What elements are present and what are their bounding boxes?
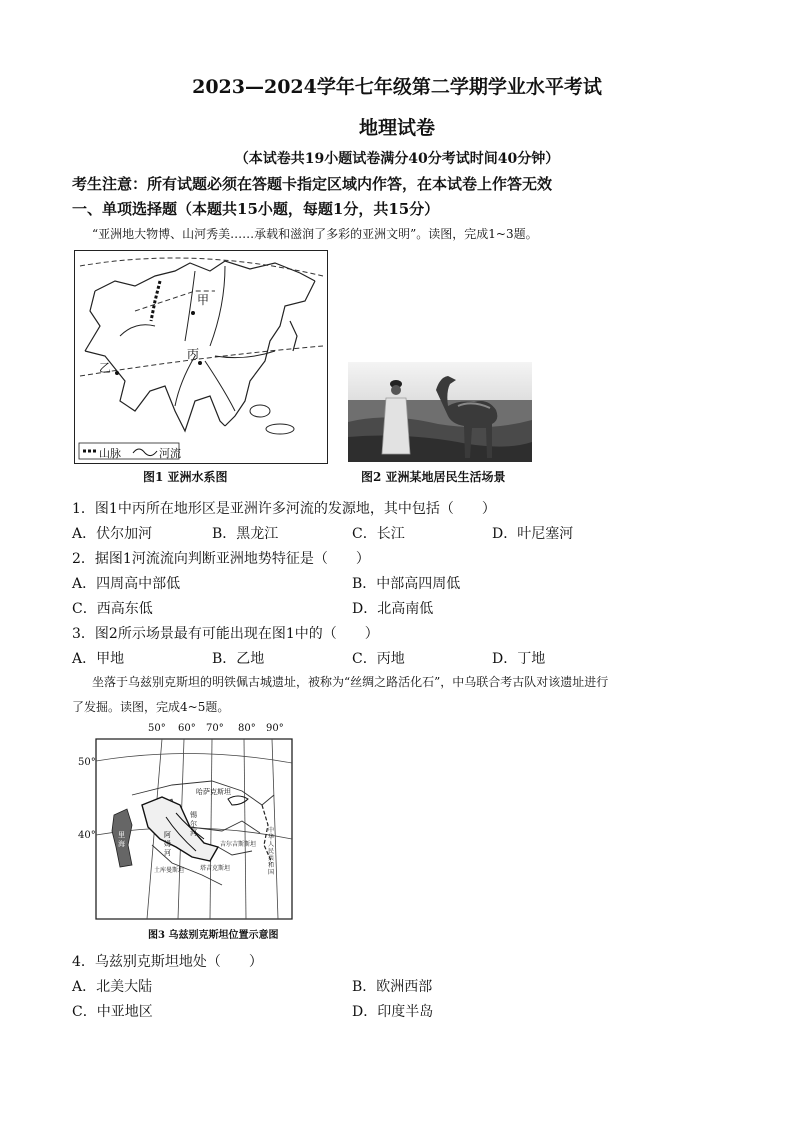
question-1-option-d: D．叶尼塞河 [492,526,574,542]
question-4-option-b: B．欧洲西部 [352,979,433,995]
question-2-option-a: A．四周高中部低 [72,576,181,592]
lat-label-50: 50° [78,757,96,768]
section-heading: 一、单项选择题（本题共15小题，每题1分，共15分） [72,200,440,218]
legend-mountain: 山脉 [99,447,121,460]
question-2-option-d: D．北高南低 [352,601,434,617]
exam-notice: 考生注意：所有试题必须在答题卡指定区域内作答，在本试卷上作答无效 [72,175,553,193]
question-3-stem: 3．图2所示场景最有可能出现在图1中的（ ） [72,626,379,642]
label-amu-river: 阿姆河 [164,831,171,857]
exam-subtitle: 地理试卷 [358,117,435,139]
question-1-stem: 1．图1中丙所在地形区是亚洲许多河流的发源地，其中包括（ ） [72,501,496,517]
lon-label-70: 70° [206,723,224,734]
question-4-option-d: D．印度半岛 [352,1004,434,1020]
label-yi: 乙 [99,361,112,375]
label-bing: 丙 [187,347,200,361]
question-2-option-c: C．西高东低 [72,601,153,617]
label-caspian: 里海 [118,831,125,848]
section-intro-1: “亚洲地大物博、山河秀美……承载和滋润了多彩的亚洲文明”。读图，完成1~3题。 [92,227,538,241]
question-1-option-c: C．长江 [352,526,405,542]
figure-3-uzbekistan-map [78,723,296,941]
legend-river: 河流 [159,447,181,460]
question-2-option-b: B．中部高四周低 [352,576,461,592]
question-3-option-b: B．乙地 [212,651,265,667]
figure-3-caption: 图3 乌兹别克斯坦位置示意图 [148,930,279,941]
question-4-stem: 4．乌兹别克斯坦地处（ ） [72,954,263,970]
label-china: 中华人民共和国 [268,827,275,876]
question-4-option-a: A．北美大陆 [72,979,153,995]
question-4-option-c: C．中亚地区 [72,1004,153,1020]
figure-1-asia-map [74,250,328,464]
label-tajikistan: 塔吉克斯坦 [200,865,231,872]
label-jia: 甲 [197,293,210,307]
label-kazakhstan: 哈萨克斯坦 [196,788,231,796]
section-intro-2-line-2: 了发掘。读图，完成4~5题。 [72,700,230,714]
lon-label-90: 90° [266,723,284,734]
lat-label-40: 40° [78,830,96,841]
question-1-option-a: A．伏尔加河 [72,526,153,542]
question-3-option-a: A．甲地 [72,651,125,667]
label-turkmenistan: 土库曼斯坦 [154,867,185,874]
figure-1-caption: 图1 亚洲水系图 [143,470,228,484]
question-3-option-d: D．丁地 [492,651,546,667]
label-syr-river: 锡尔河 [190,811,197,837]
lon-label-60: 60° [178,723,196,734]
lon-label-80: 80° [238,723,256,734]
question-3-option-c: C．丙地 [352,651,405,667]
figure-2-caption: 图2 亚洲某地居民生活场景 [361,470,506,484]
question-2-stem: 2．据图1河流流向判断亚洲地势特征是（ ） [72,551,370,567]
exam-title: 2023—2024学年七年级第二学期学业水平考试 [192,76,602,98]
exam-info: （本试卷共19小题试卷满分40分考试时间40分钟） [234,151,560,167]
label-kyrgyzstan: 吉尔吉斯斯坦 [220,841,257,848]
lon-label-50: 50° [148,723,166,734]
question-1-option-b: B．黑龙江 [212,526,279,542]
figure-2-photo [348,362,532,462]
section-intro-2-line-1: 坐落于乌兹别克斯坦的明铁佩古城遗址，被称为“丝绸之路活化石”，中乌联合考古队对该遗址进行 [92,675,609,689]
